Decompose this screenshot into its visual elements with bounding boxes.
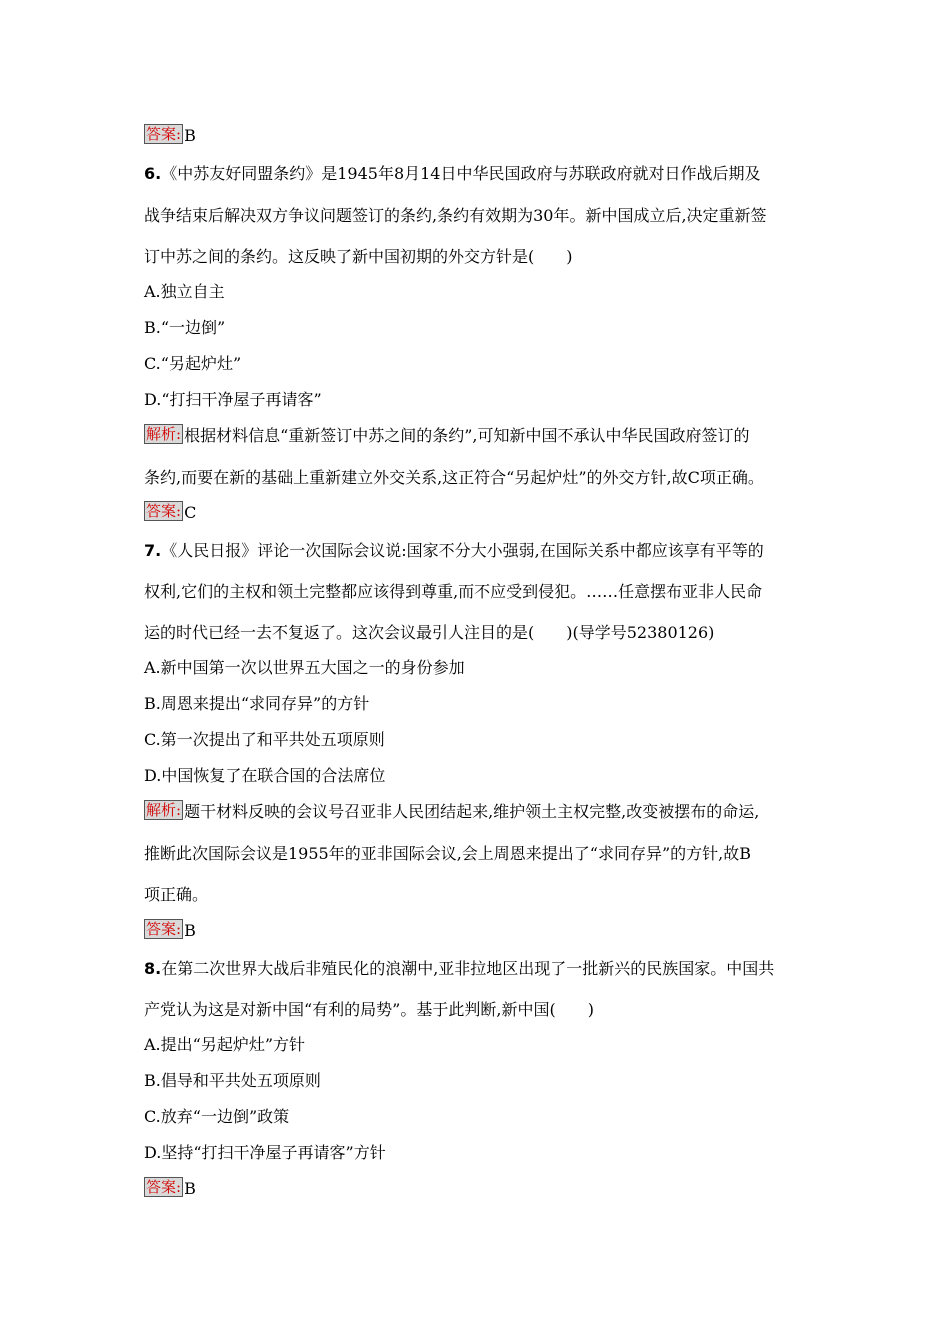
question-8-option-b: B.倡导和平共处五项原则 bbox=[144, 1071, 321, 1090]
question-6-stem-line-1 bbox=[144, 160, 818, 188]
question-7-analysis-line-2: 推断此次国际会议是1955年的亚非国际会议,会上周恩来提出了“求同存异”的方针,故B bbox=[144, 844, 752, 863]
question-6-option-d: D.“打扫干净屋子再请客” bbox=[144, 390, 322, 409]
answer-line-q8 bbox=[144, 1175, 818, 1203]
question-7-option-b: B.周恩来提出“求同存异”的方针 bbox=[144, 694, 370, 713]
question-6-stem-line-2: 战争结束后解决双方争议问题签订的条约,条约有效期为30年。新中国成立后,决定重新签 bbox=[144, 206, 767, 225]
question-8-stem-text: 在第二次世界大战后非殖民化的浪潮中,亚非拉地区出现了一批新兴的民族国家。中国共 bbox=[161, 959, 775, 978]
question-8-stem-line-1 bbox=[144, 955, 818, 983]
question-6-analysis-line-1 bbox=[144, 422, 818, 450]
question-6-analysis-line-2: 条约,而要在新的基础上重新建立外交关系,这正符合“另起炉灶”的外交方针,故C项正确。 bbox=[144, 468, 764, 487]
question-6-option-c: C.“另起炉灶” bbox=[144, 354, 242, 373]
question-8-option-c: C.放弃“一边倒”政策 bbox=[144, 1107, 290, 1126]
question-8-option-a: A.提出“另起炉灶”方针 bbox=[144, 1035, 306, 1054]
answer-value: B bbox=[184, 126, 196, 145]
question-7-option-d: D.中国恢复了在联合国的合法席位 bbox=[144, 766, 386, 785]
question-7-analysis-line-1 bbox=[144, 798, 818, 826]
question-8-number: 8. bbox=[144, 959, 162, 978]
question-7-stem-line-3: 运的时代已经一去不复返了。这次会议最引人注目的是( )(导学号52380126) bbox=[144, 623, 715, 642]
question-7-analysis-line-3: 项正确。 bbox=[144, 885, 209, 904]
question-7-number: 7. bbox=[144, 541, 162, 560]
analysis-text: 根据材料信息“重新签订中苏之间的条约”,可知新中国不承认中华民国政府签订的 bbox=[184, 426, 750, 445]
answer-tag: 答案: bbox=[146, 502, 182, 520]
analysis-tag: 解析: bbox=[146, 425, 182, 443]
answer-value: B bbox=[184, 921, 196, 940]
question-7-stem-text: 《人民日报》评论一次国际会议说:国家不分大小强弱,在国际关系中都应该享有平等的 bbox=[161, 541, 764, 560]
question-7-option-c: C.第一次提出了和平共处五项原则 bbox=[144, 730, 385, 749]
answer-line-q6 bbox=[144, 499, 818, 527]
answer-value: C bbox=[184, 503, 197, 522]
question-8-option-d: D.坚持“打扫干净屋子再请客”方针 bbox=[144, 1143, 386, 1162]
analysis-text: 题干材料反映的会议号召亚非人民团结起来,维护领土主权完整,改变被摆布的命运, bbox=[184, 802, 760, 821]
answer-tag: 答案: bbox=[146, 125, 182, 143]
question-7-stem-line-2: 权利,它们的主权和领土完整都应该得到尊重,而不应受到侵犯。……任意摆布亚非人民命 bbox=[144, 582, 763, 601]
answer-value: B bbox=[184, 1179, 196, 1198]
question-6-option-b: B.“一边倒” bbox=[144, 318, 226, 337]
answer-tag: 答案: bbox=[146, 1178, 182, 1196]
question-6-stem-text: 《中苏友好同盟条约》是1945年8月14日中华民国政府与苏联政府就对日作战后期及 bbox=[161, 164, 761, 183]
answer-tag: 答案: bbox=[146, 920, 182, 938]
answer-line-q7 bbox=[144, 917, 818, 945]
question-8-stem-line-2: 产党认为这是对新中国“有利的局势”。基于此判断,新中国( ) bbox=[144, 1000, 594, 1019]
question-6-stem-line-3: 订中苏之间的条约。这反映了新中国初期的外交方针是( ) bbox=[144, 247, 573, 266]
question-6-number: 6. bbox=[144, 164, 162, 183]
question-7-option-a: A.新中国第一次以世界五大国之一的身份参加 bbox=[144, 658, 465, 677]
question-6-option-a: A.独立自主 bbox=[144, 282, 225, 301]
analysis-tag: 解析: bbox=[146, 801, 182, 819]
question-7-stem-line-1 bbox=[144, 537, 818, 565]
answer-line-q5 bbox=[144, 122, 818, 150]
